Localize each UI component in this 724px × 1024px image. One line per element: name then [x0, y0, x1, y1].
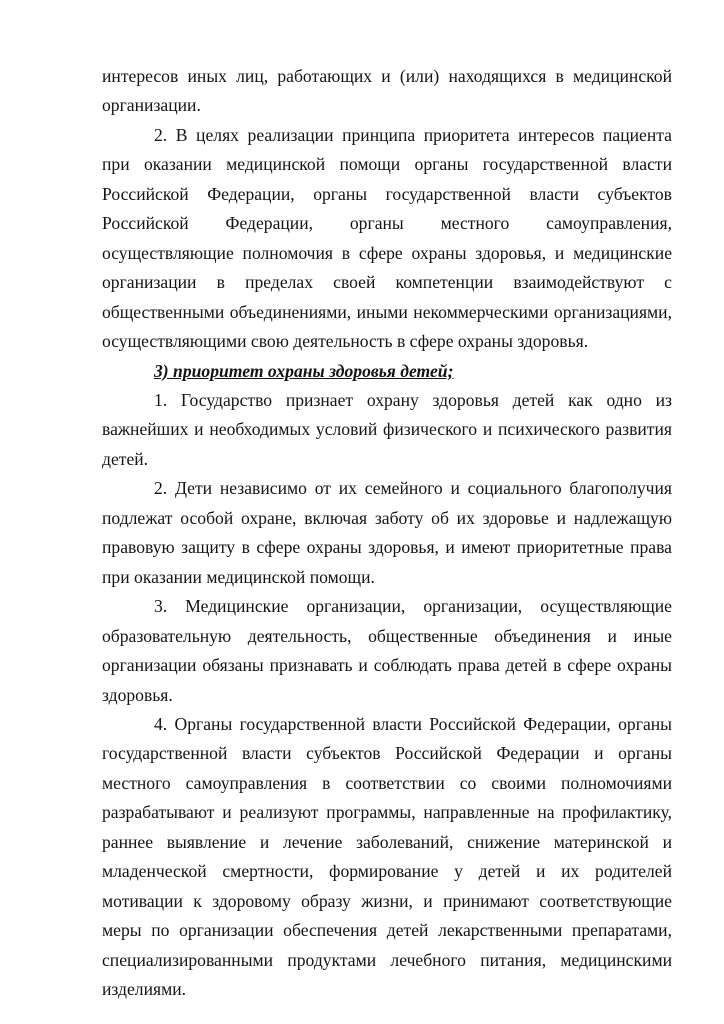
section-heading: 3) приоритет охраны здоровья детей;: [154, 360, 454, 381]
paragraph-3: 3. Медицинские организации, организации, осуществляющие образовательную деятельность, общественные объединения и иные организации обязаны признавать и соблюдать права детей в сфере охраны здоровья.: [102, 596, 672, 705]
paragraph-2: 2. Дети независимо от их семейного и социального благополучия подлежат особой охране, включая заботу об их здоровье и надлежащую правовую защиту в сфере охраны здоровья, и имеют приоритетные права при оказании медицинской помощи.: [102, 478, 672, 587]
paragraph-1: 1. Государство признает охрану здоровья детей как одно из важнейших и необходимых условий физического и психического развития детей.: [102, 389, 672, 469]
cooperation-paragraph: 2. В целях реализации принципа приоритета интересов пациента при оказании медицинской помощи органы государственной власти Российской Федерации, органы государственной власти субъектов Российской Федерации, органы местного самоуправления, осуществляющие полномочия в сфере охраны здоровья, и медицинские организации в пределах своей компетенции взаимодействуют с общественными объединениями, иными некоммерческими организациями, осуществляющими свою деятельность в сфере охраны здоровья.: [102, 124, 672, 352]
document-page: [102, 62, 672, 1005]
continuation-paragraph: интересов иных лиц, работающих и (или) находящихся в медицинской организации.: [102, 66, 672, 116]
paragraph-4: 4. Органы государственной власти Российской Федерации, органы государственной власти субъектов Российской Федерации и органы местного самоуправления в соответствии со своими полномочиями разрабатывают и реализуют программы, направленные на профилактику, раннее выявление и лечение заболеваний, снижение материнской и младенческой смертности, формирование у детей и их родителей мотивации к здоровому образу жизни, и принимают соответствующие меры по организации обеспечения детей лекарственными препаратами, специализированными продуктами лечебного питания, медицинскими изделиями.: [102, 713, 672, 1000]
